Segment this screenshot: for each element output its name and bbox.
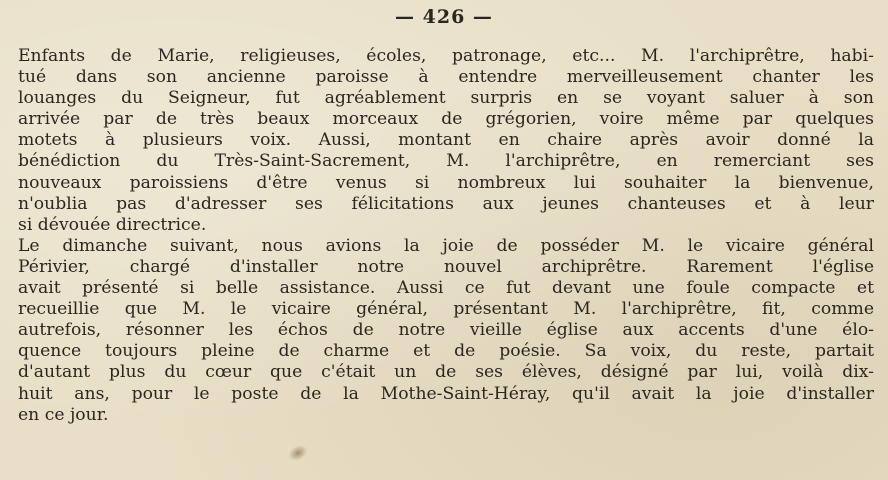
text-line: Périvier, chargé d'installer notre nouvel archiprêtre. Rarement l'église: [18, 256, 874, 277]
text-line: motets à plusieurs voix. Aussi, montant en chaire après avoir donné la: [18, 130, 874, 151]
text-line: si dévouée directrice.: [18, 214, 207, 235]
text-line: Enfants de Marie, religieuses, écoles, patronage, etc... M. l'archiprêtre, habi-: [18, 46, 874, 66]
text-line: huit ans, pour le poste de la Mothe-Saint-Héray, qu'il avait la joie d'installer: [18, 383, 874, 404]
text-line: n'oublia pas d'adresser ses félicitations aux jeunes chanteuses et à leur: [18, 193, 874, 214]
ink-stain: [286, 442, 310, 464]
paragraph-2: [18, 236, 874, 426]
text-line: autrefois, résonner les échos de notre vieille église aux accents d'une élo-: [18, 320, 874, 341]
body-text: [18, 46, 874, 426]
paragraph-1: [18, 46, 874, 236]
page-number: — 426 —: [395, 6, 493, 28]
text-line: Le dimanche suivant, nous avions la joie de posséder M. le vicaire général: [18, 235, 874, 256]
text-line: recueillie que M. le vicaire général, présentant M. l'archiprêtre, fit, comme: [18, 299, 874, 320]
text-line: nouveaux paroissiens d'être venus si nombreux lui souhaiter la bienvenue,: [18, 172, 874, 193]
text-line: louanges du Seigneur, fut agréablement surpris en se voyant saluer à son: [18, 88, 874, 109]
text-line: en ce jour.: [18, 404, 109, 425]
text-line: bénédiction du Très-Saint-Sacrement, M. l'archiprêtre, en remerciant ses: [18, 151, 874, 172]
text-line: d'autant plus du cœur que c'était un de ses élèves, désigné par lui, voilà dix-: [18, 362, 874, 383]
text-line: avait présenté si belle assistance. Aussi ce fut devant une foule compacte et: [18, 278, 874, 299]
text-line: quence toujours pleine de charme et de poésie. Sa voix, du reste, partait: [18, 341, 874, 362]
text-line: arrivée par de très beaux morceaux de grégorien, voire même par quelques: [18, 109, 874, 130]
text-line: tué dans son ancienne paroisse à entendre merveilleusement chanter les: [18, 67, 874, 88]
